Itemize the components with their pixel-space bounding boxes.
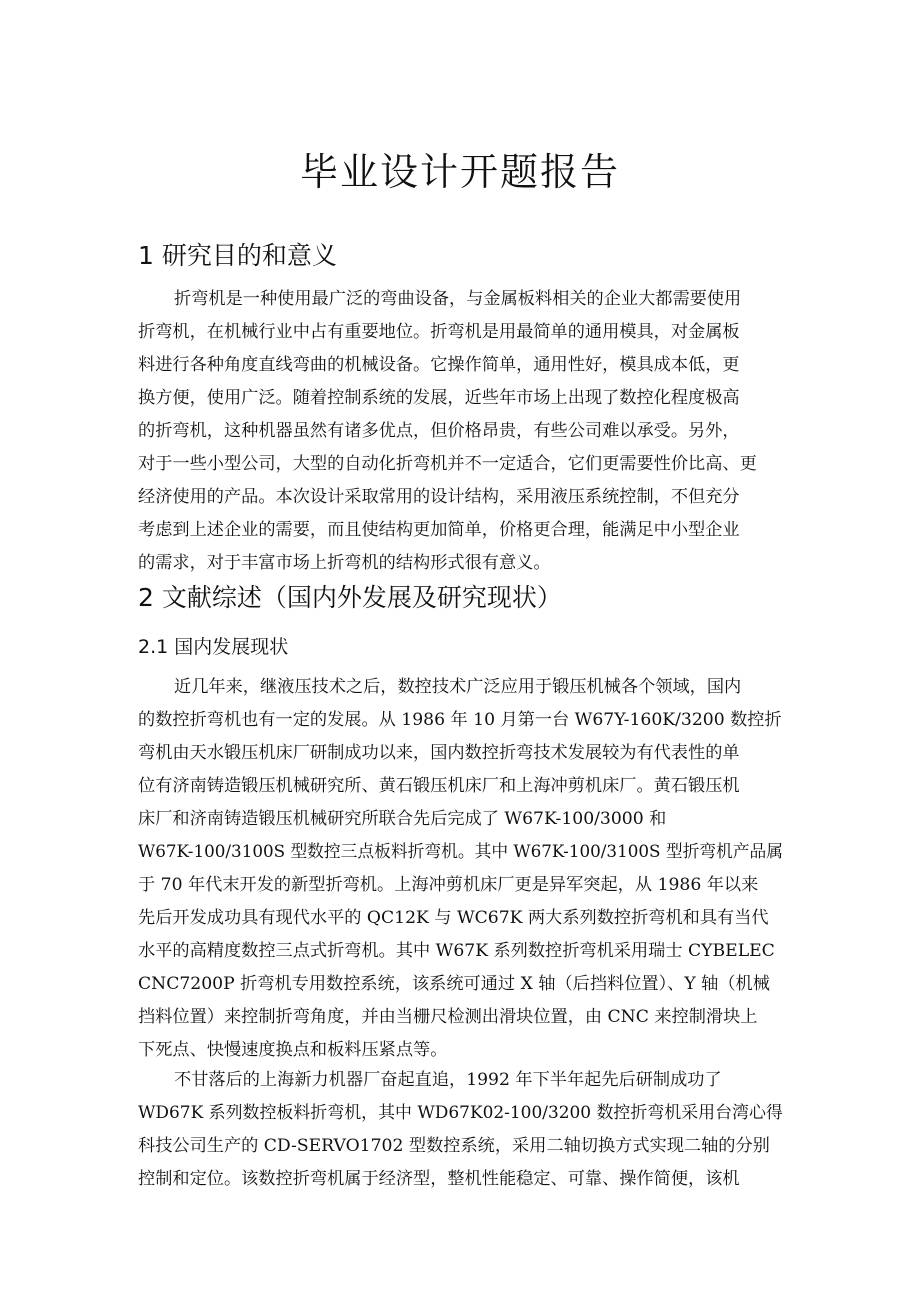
text-line: 经济使用的产品。本次设计采取常用的设计结构，采用液压系统控制，不但充分 [138, 487, 740, 507]
section-2-heading: 2 文献综述（国内外发展及研究现状） [138, 583, 562, 612]
text-line: 水平的高精度数控三点式折弯机。其中 W67K 系列数控折弯机采用瑞士 CYBELEC [138, 941, 775, 961]
text-line: 料进行各种角度直线弯曲的机械设备。它操作简单，通用性好，模具成本低，更 [138, 355, 740, 375]
text-line: 不甘落后的上海新力机器厂奋起直追，1992 年下半年起先后研制成功了 [174, 1070, 722, 1090]
subsection-2-1-heading: 2.1 国内发展现状 [138, 636, 289, 658]
text-line: 折弯机，在机械行业中占有重要地位。折弯机是用最简单的通用模具，对金属板 [138, 322, 740, 342]
text-line: 床厂和济南铸造锻压机械研究所联合先后完成了 W67K-100/3000 和 [138, 809, 667, 829]
text-line: 折弯机是一种使用最广泛的弯曲设备，与金属板料相关的企业大都需要使用 [174, 289, 742, 309]
text-line: CNC7200P 折弯机专用数控系统，该系统可通过 X 轴（后挡料位置）、Y 轴（机械 [138, 974, 770, 994]
text-line: 的数控折弯机也有一定的发展。从 1986 年 10 月第一台 W67Y-160K/3200 数控折 [138, 710, 782, 730]
section-1-heading: 1 研究目的和意义 [138, 241, 337, 270]
text-line: 挡料位置）来控制折弯角度，并由当栅尺检测出滑块位置，由 CNC 来控制滑块上 [138, 1007, 758, 1027]
text-line: 换方便，使用广泛。随着控制系统的发展，近些年市场上出现了数控化程度极高 [138, 388, 740, 408]
text-line: 的需求，对于丰富市场上折弯机的结构形式很有意义。 [138, 553, 551, 573]
text-line: 先后开发成功具有现代水平的 QC12K 与 WC67K 两大系列数控折弯机和具有当代 [138, 908, 769, 928]
section-1-paragraph [138, 283, 783, 580]
text-line: 下死点、快慢速度换点和板料压紧点等。 [138, 1040, 448, 1060]
text-line: WD67K 系列数控板料折弯机，其中 WD67K02-100/3200 数控折弯机采用台湾心得 [138, 1103, 783, 1123]
subsection-2-1-paragraph-2 [138, 1064, 783, 1196]
text-line: 近几年来，继液压技术之后，数控技术广泛应用于锻压机械各个领域，国内 [174, 677, 742, 697]
text-line: W67K-100/3100S 型数控三点板料折弯机。其中 W67K-100/3100S 型折弯机产品属 [138, 842, 784, 862]
text-line: 位有济南铸造锻压机械研究所、黄石锻压机床厂和上海冲剪机床厂。黄石锻压机 [138, 776, 740, 796]
subsection-2-1-paragraph-1 [138, 671, 783, 1067]
text-line: 于 70 年代末开发的新型折弯机。上海冲剪机床厂更是异军突起，从 1986 年以来 [138, 875, 759, 895]
text-line: 对于一些小型公司，大型的自动化折弯机并不一定适合，它们更需要性价比高、更 [138, 454, 757, 474]
document-title: 毕业设计开题报告 [299, 150, 620, 194]
text-line: 科技公司生产的 CD-SERVO1702 型数控系统，采用二轴切换方式实现二轴的分别 [138, 1136, 770, 1156]
text-line: 弯机由天水锻压机床厂研制成功以来，国内数控折弯技术发展较为有代表性的单 [138, 743, 740, 763]
text-line: 的折弯机，这种机器虽然有诸多优点，但价格昂贵，有些公司难以承受。另外， [138, 421, 740, 441]
text-line: 考虑到上述企业的需要，而且使结构更加简单，价格更合理，能满足中小型企业 [138, 520, 740, 540]
text-line: 控制和定位。该数控折弯机属于经济型，整机性能稳定、可靠、操作简便，该机 [138, 1169, 740, 1189]
